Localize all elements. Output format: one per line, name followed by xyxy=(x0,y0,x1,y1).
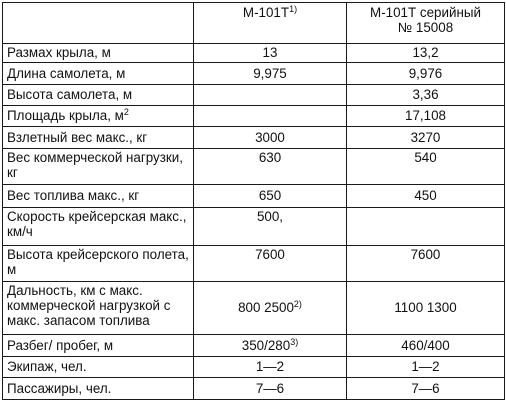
table-row xyxy=(3,44,505,63)
table-row xyxy=(3,106,505,127)
value-cell-serial: 7—6 xyxy=(347,378,505,400)
value-cell-m101t: 630 xyxy=(194,149,347,185)
spec-table-container xyxy=(2,2,505,400)
value-cell-serial xyxy=(347,208,505,246)
table-row xyxy=(3,149,505,185)
value-cell-serial: 540 xyxy=(347,149,505,185)
header-m101t-label: М-101Т xyxy=(242,5,290,20)
value-cell-m101t xyxy=(194,85,347,106)
unit-superscript: 2 xyxy=(123,107,129,117)
value-cell-serial: 3270 xyxy=(347,127,505,149)
table-row xyxy=(3,63,505,85)
param-label: Площадь крыла, м xyxy=(7,108,124,123)
header-serial-line2: № 15008 xyxy=(397,20,454,35)
value-cell-m101t: 500, xyxy=(194,208,347,246)
value-cell-m101t xyxy=(194,282,347,335)
value-cell-serial: 1100 1300 xyxy=(347,282,505,335)
range-values: 800 2500 xyxy=(238,300,294,315)
param-cell: Пассажиры, чел. xyxy=(3,378,194,400)
value-cell-serial: 3,36 xyxy=(347,85,505,106)
value-cell-serial: 17,108 xyxy=(347,106,505,127)
header-serial-line1: М-101Т серийный xyxy=(370,5,481,20)
param-cell: Разбег/ пробег, м xyxy=(3,335,194,357)
value-cell-serial: 9,976 xyxy=(347,63,505,85)
param-cell: Высота крейсерского полета, м xyxy=(3,246,194,282)
param-cell: Экипаж, чел. xyxy=(3,357,194,378)
table-header-row xyxy=(3,3,505,44)
footnote-marker: 2) xyxy=(293,299,302,309)
table-row xyxy=(3,378,505,400)
value-cell-serial: 1—2 xyxy=(347,357,505,378)
param-cell: Размах крыла, м xyxy=(3,44,194,63)
spec-table xyxy=(2,2,505,400)
takeoff-landing-values: 350/280 xyxy=(241,337,291,353)
footnote-marker: 1) xyxy=(289,4,298,14)
header-cell-param xyxy=(3,3,194,44)
value-cell-serial: 450 xyxy=(347,185,505,208)
table-row xyxy=(3,357,505,378)
table-row xyxy=(3,208,505,246)
value-cell-m101t: 1—2 xyxy=(194,357,347,378)
value-cell-m101t: 9,975 xyxy=(194,63,347,85)
value-cell-m101t: 13 xyxy=(194,44,347,63)
header-cell-m101t-serial xyxy=(347,3,505,44)
value-cell-m101t: 7—6 xyxy=(194,378,347,400)
table-row xyxy=(3,85,505,106)
param-cell: Взлетный вес макс., кг xyxy=(3,127,194,149)
value-cell-serial: 7600 xyxy=(347,246,505,282)
table-row xyxy=(3,335,505,357)
param-cell: Дальность, км с макс. коммерческой нагрузкой с макс. запасом топлива xyxy=(3,282,194,335)
table-row xyxy=(3,185,505,208)
param-cell: Скорость крейсерская макс., км/ч xyxy=(3,208,194,246)
table-row xyxy=(3,127,505,149)
table-row xyxy=(3,246,505,282)
value-cell-m101t: 650 xyxy=(194,185,347,208)
param-cell: Длина самолета, м xyxy=(3,63,194,85)
param-cell: Вес коммерческой нагрузки, кг xyxy=(3,149,194,185)
param-cell: Вес топлива макс., кг xyxy=(3,185,194,208)
header-cell-m101t xyxy=(194,3,347,44)
value-cell-serial: 460/400 xyxy=(347,335,505,357)
value-cell-m101t: 3000 xyxy=(194,127,347,149)
param-cell: Высота самолета, м xyxy=(3,85,194,106)
param-cell xyxy=(3,106,194,127)
footnote-marker: 3) xyxy=(290,336,299,347)
value-cell-serial: 13,2 xyxy=(347,44,505,63)
table-row xyxy=(3,282,505,335)
value-cell-m101t xyxy=(194,106,347,127)
value-cell-m101t: 7600 xyxy=(194,246,347,282)
value-cell-m101t xyxy=(194,335,347,357)
